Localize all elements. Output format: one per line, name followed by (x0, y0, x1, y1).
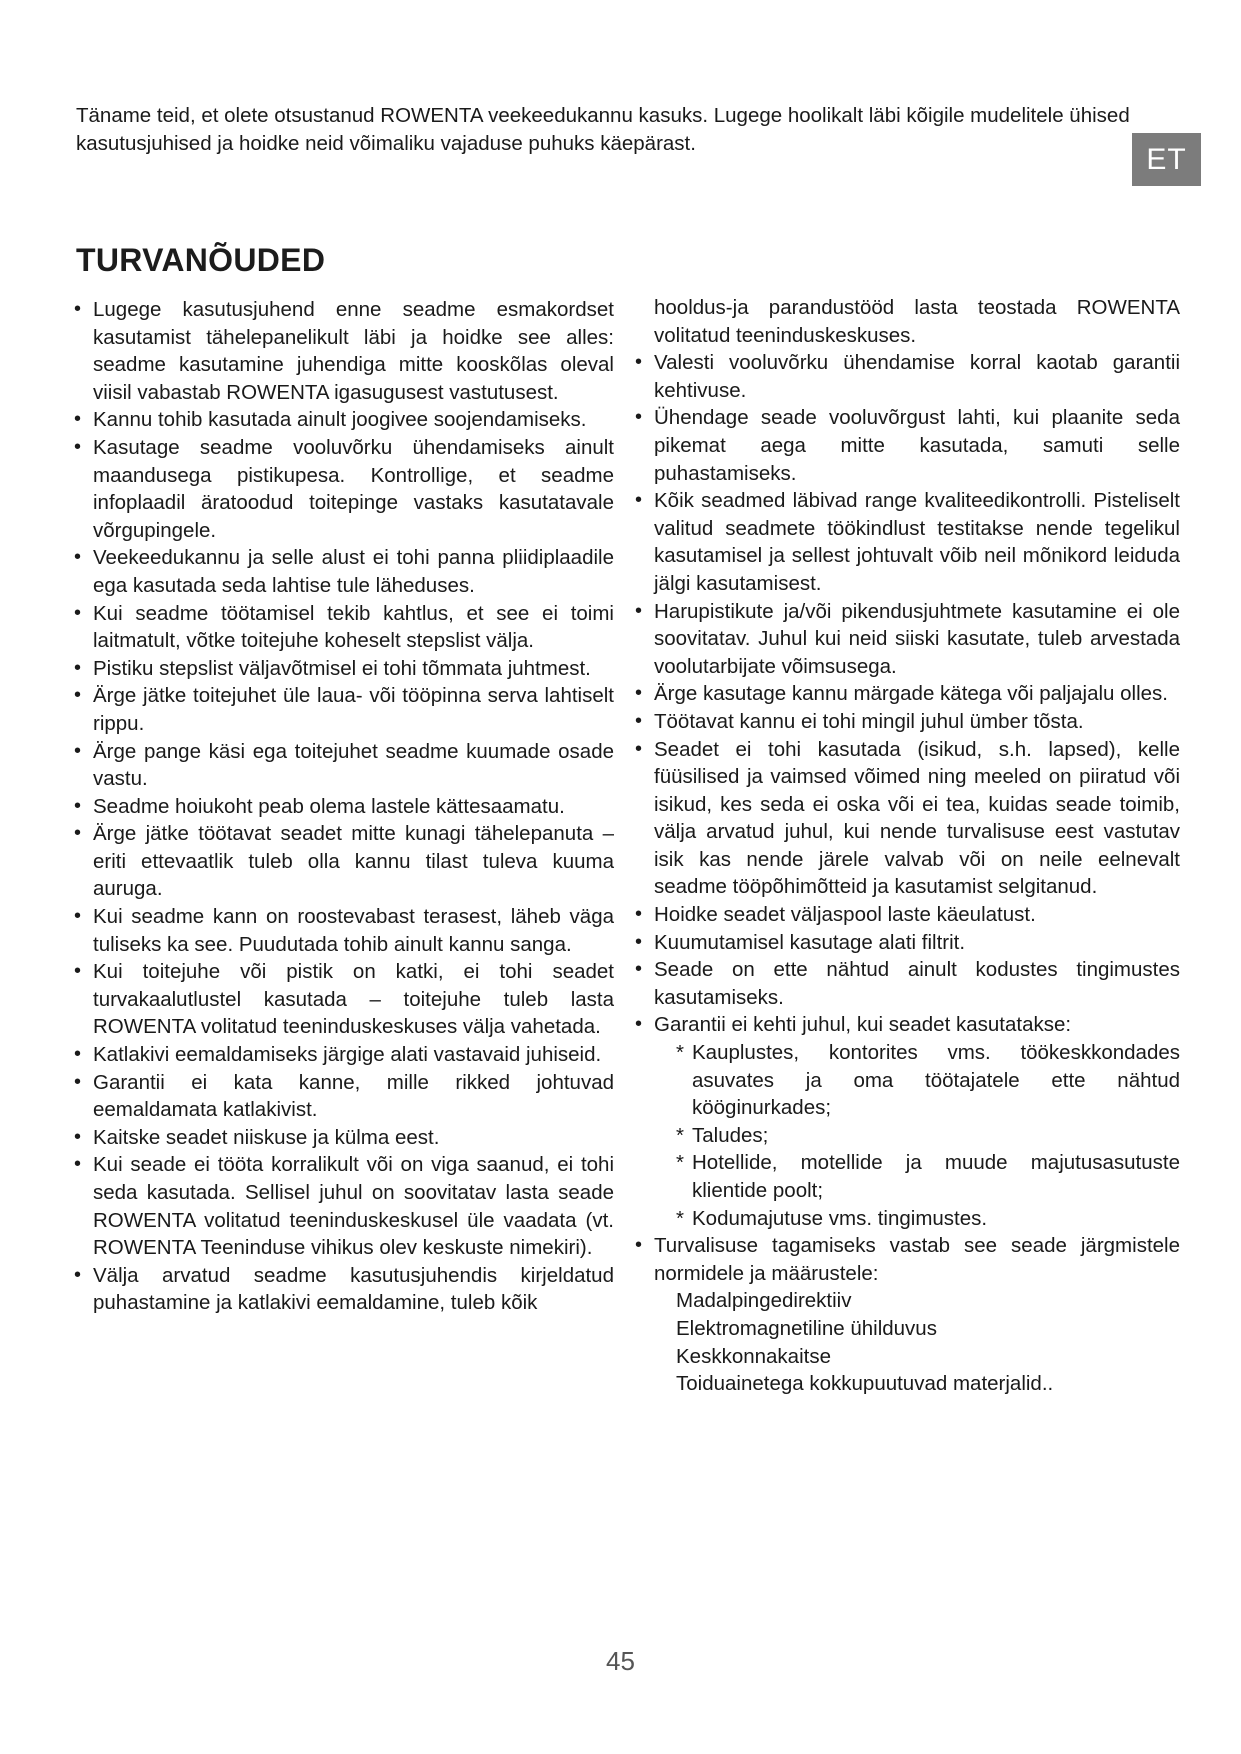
standards-item (635, 1232, 1180, 1287)
list-item: • Hoidke seadet väljaspool laste käeulatust. (635, 901, 1180, 929)
list-item: • Kõik seadmed läbivad range kvaliteedikontrolli. Pisteliselt valitud seadmete töökindlust testitakse nende tegelikul kasutamisel ja sellest johtuvalt võib neil mõnikord leiduda jälgi kasutamisest. (635, 487, 1180, 597)
list-item: • Veekeedukannu ja selle alust ei tohi panna pliidiplaadile ega kasutada seda lahtise tule läheduses. (74, 544, 614, 599)
safety-list-right (635, 349, 1180, 1287)
list-item: • Lugege kasutusjuhend enne seadme esmakordset kasutamist tähelepanelikult läbi ja hoidke see alles: seadme kasutamine juhendiga mitte kooskõlas oleval viisil vabastab ROWENTA igasugusest vastutusest. (74, 296, 614, 406)
warranty-exclusions-label: Garantii ei kehti juhul, kui seadet kasutatakse: (654, 1013, 1072, 1037)
list-item: • Välja arvatud seadme kasutusjuhendis kirjeldatud puhastamine ja katlakivi eemaldamine, tuleb kõik (74, 1262, 614, 1317)
list-item: • Töötavat kannu ei tohi mingil juhul ümber tõsta. (635, 708, 1180, 736)
sub-list-item: * Hotellide, motellide ja muude majutusasutuste klientide poolt; (676, 1149, 1180, 1204)
list-item: • Kui seade ei tööta korralikult või on viga saanud, ei tohi seda kasutada. Sellisel juhul on soovitatav lasta seade ROWENTA volitatud teeninduskeskusel üle vaadata (vt. ROWENTA Teeninduse vihikus olev keskuste nimekiri). (74, 1151, 614, 1261)
list-item: • Ärge jätke toitejuhet üle laua- või tööpinna serva lahtiselt rippu. (74, 682, 614, 737)
left-column (74, 296, 614, 1317)
list-item: • Seadme hoiukoht peab olema lastele kättesaamatu. (74, 793, 614, 821)
list-item: • Kannu tohib kasutada ainult joogivee soojendamiseks. (74, 406, 614, 434)
page-number: 45 (606, 1646, 635, 1676)
list-item: • Harupistikute ja/või pikendusjuhtmete kasutamine ei ole soovitatav. Juhul kui neid siiski kasutate, tuleb arvestada voolutarbijate võimsusega. (635, 598, 1180, 681)
list-item: • Pistiku stepslist väljavõtmisel ei tohi tõmmata juhtmest. (74, 655, 614, 683)
list-item: • Kuumutamisel kasutage alati filtrit. (635, 929, 1180, 957)
sub-list-item: * Kodumajutuse vms. tingimustes. (676, 1205, 1180, 1233)
list-item: • Kasutage seadme vooluvõrku ühendamiseks ainult maandusega pistikupesa. Kontrollige, et seadme infoplaadil äratoodud toitepinge vastaks kasutatavale võrgupingele. (74, 434, 614, 544)
sub-list-item: * Kauplustes, kontorites vms. töökeskkondades asuvates ja oma töötajatele ette nähtud kööginurkades; (676, 1039, 1180, 1122)
list-item: • Seadet ei tohi kasutada (isikud, s.h. lapsed), kelle füüsilised ja vaimsed võimed ning meeled on piiratud või isikud, kes seda ei oska või ei tea, kuidas seade toimib, välja arvatud juhul, kui nende turvalisuse eest vastutav isik kas nende järele valvab või on neile eelnevalt seadme tööpõhimõtteid ja kasutamist selgitanud. (635, 736, 1180, 902)
section-heading: TURVANÕUDED (76, 242, 326, 278)
intro-text: Täname teid, et olete otsustanud ROWENTA veekeedukannu kasuks. Lugege hoolikalt läbi kõigile mudelitele ühised kasutusjuhised ja hoidke neid võimaliku vajaduse puhuks käepärast. (76, 104, 1130, 155)
standard-entry: Keskkonnakaitse (676, 1344, 831, 1368)
list-item: • Ühendage seade vooluvõrgust lahti, kui plaanite seda pikemat aega mitte kasutada, samuti selle puhastamiseks. (635, 404, 1180, 487)
safety-list-left (74, 296, 614, 1317)
list-item: • Kui seadme töötamisel tekib kahtlus, et see ei toimi laitmatult, võtke toitejuhe koheselt stepslist välja. (74, 600, 614, 655)
standard-entry: Madalpingedirektiiv (676, 1289, 852, 1313)
list-item: • Kaitske seadet niiskuse ja külma eest. (74, 1124, 614, 1152)
continued-text: hooldus-ja parandustööd lasta teostada ROWENTA volitatud teeninduskeskuses. (654, 296, 1180, 347)
standards-label: Turvalisuse tagamiseks vastab see seade järgmistele normidele ja määrustele: (654, 1234, 1180, 1285)
list-item: • Kui toitejuhe või pistik on katki, ei tohi seadet turvakaalutlustel kasutada – toitejuhe tuleb lasta ROWENTA volitatud teeninduskeskuses välja vahetada. (74, 958, 614, 1041)
list-item: • Seade on ette nähtud ainult kodustes tingimustes kasutamiseks. (635, 956, 1180, 1011)
warranty-exclusions-list (654, 1039, 1180, 1232)
list-item: • Ärge pange käsi ega toitejuhet seadme kuumade osade vastu. (74, 738, 614, 793)
standards-list (635, 1287, 1180, 1397)
list-item: • Garantii ei kata kanne, mille rikked johtuvad eemaldamata katlakivist. (74, 1069, 614, 1124)
list-item: • Ärge kasutage kannu märgade kätega või paljajalu olles. (635, 680, 1180, 708)
language-tab: ET (1132, 133, 1201, 186)
standard-entry: Toiduainetega kokkupuutuvad materjalid.. (676, 1372, 1054, 1396)
list-item: • Valesti vooluvõrku ühendamise korral kaotab garantii kehtivuse. (635, 349, 1180, 404)
list-item: • Ärge jätke töötavat seadet mitte kunagi tähelepanuta – eriti ettevaatlik tuleb olla kannu tilast tuleva kuuma auruga. (74, 820, 614, 903)
standard-entry: Elektromagnetiline ühilduvus (676, 1316, 937, 1340)
sub-list-item: * Taludes; (676, 1122, 1180, 1150)
list-item: • Katlakivi eemaldamiseks järgige alati vastavaid juhiseid. (74, 1041, 614, 1069)
warranty-exclusions-item (635, 1011, 1180, 1232)
list-item: • Kui seadme kann on roostevabast terasest, läheb väga tuliseks ka see. Puudutada tohib ainult kannu sanga. (74, 903, 614, 958)
right-column (635, 294, 1180, 1398)
